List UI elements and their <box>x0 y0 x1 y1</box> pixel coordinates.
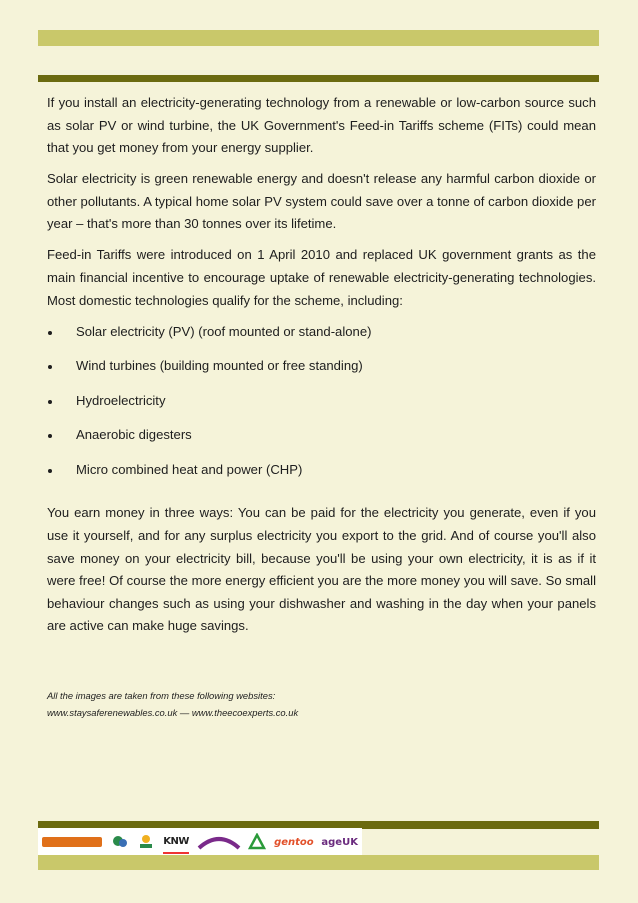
triangle-logo-icon <box>248 831 266 853</box>
gentoo-logo: gentoo <box>274 836 314 848</box>
partner-logo-icon <box>110 831 130 853</box>
list-item: Wind turbines (building mounted or free standing) <box>47 355 596 390</box>
intro-paragraph: If you install an electricity-generating technology from a renewable or low-carbon source such as solar PV or wind turbine, the UK Government's Feed-in Tariffs scheme (FITs) could mean that you get money from your energy supplier. <box>47 95 596 156</box>
solar-paragraph: Solar electricity is green renewable energy and doesn't release any harmful carbon dioxide or other pollutants. A typical home solar PV system could save over a tonne of carbon dioxide per year – that's more than 30 tonnes over its lifetime. <box>47 171 596 232</box>
list-item: Hydroelectricity <box>47 390 596 425</box>
kids-logo-icon <box>137 831 155 853</box>
fits-paragraph: Feed-in Tariffs were introduced on 1 April 2010 and replaced UK government grants as the main financial incentive to encourage uptake of renewable electricity-generating technologies. Most domestic technologies qualify for the scheme, including: <box>47 247 596 308</box>
arch-logo-icon <box>197 831 241 853</box>
technology-list <box>47 321 596 494</box>
knw-logo: KNW <box>163 830 189 854</box>
credits-intro: All the images are taken from these following websites: <box>47 690 276 701</box>
bullet-icon <box>48 434 52 438</box>
partner-logo-strip <box>38 828 362 858</box>
bullet-icon <box>48 365 52 369</box>
header-band-light <box>38 30 599 46</box>
header-band-dark <box>38 75 599 82</box>
bullet-icon <box>48 469 52 473</box>
bullet-icon <box>48 400 52 404</box>
earnings-paragraph: You earn money in three ways: You can be paid for the electricity you generate, even if you use it yourself, and for any surplus electricity you export to the grid. And of course you'll also save money on your electricity bill, because you'll be using your own electricity, it is as if it were free! Of course the more energy efficient you are the more money you will save. So small behaviour changes such as using your dishwasher and washing in the day when your panels are active can make huge savings. <box>47 505 596 634</box>
footer-band-light <box>38 855 599 870</box>
list-item: Solar electricity (PV) (roof mounted or stand-alone) <box>47 321 596 356</box>
age-uk-logo: ageUK <box>321 836 358 848</box>
article-body <box>47 92 596 646</box>
bullet-icon <box>48 331 52 335</box>
list-item: Micro combined heat and power (CHP) <box>47 459 596 494</box>
sunderland-council-logo-icon <box>42 831 102 853</box>
credits-websites: www.staysaferenewables.co.uk — www.theecoexperts.co.uk <box>47 707 299 718</box>
image-credits <box>47 687 596 721</box>
list-item: Anaerobic digesters <box>47 424 596 459</box>
